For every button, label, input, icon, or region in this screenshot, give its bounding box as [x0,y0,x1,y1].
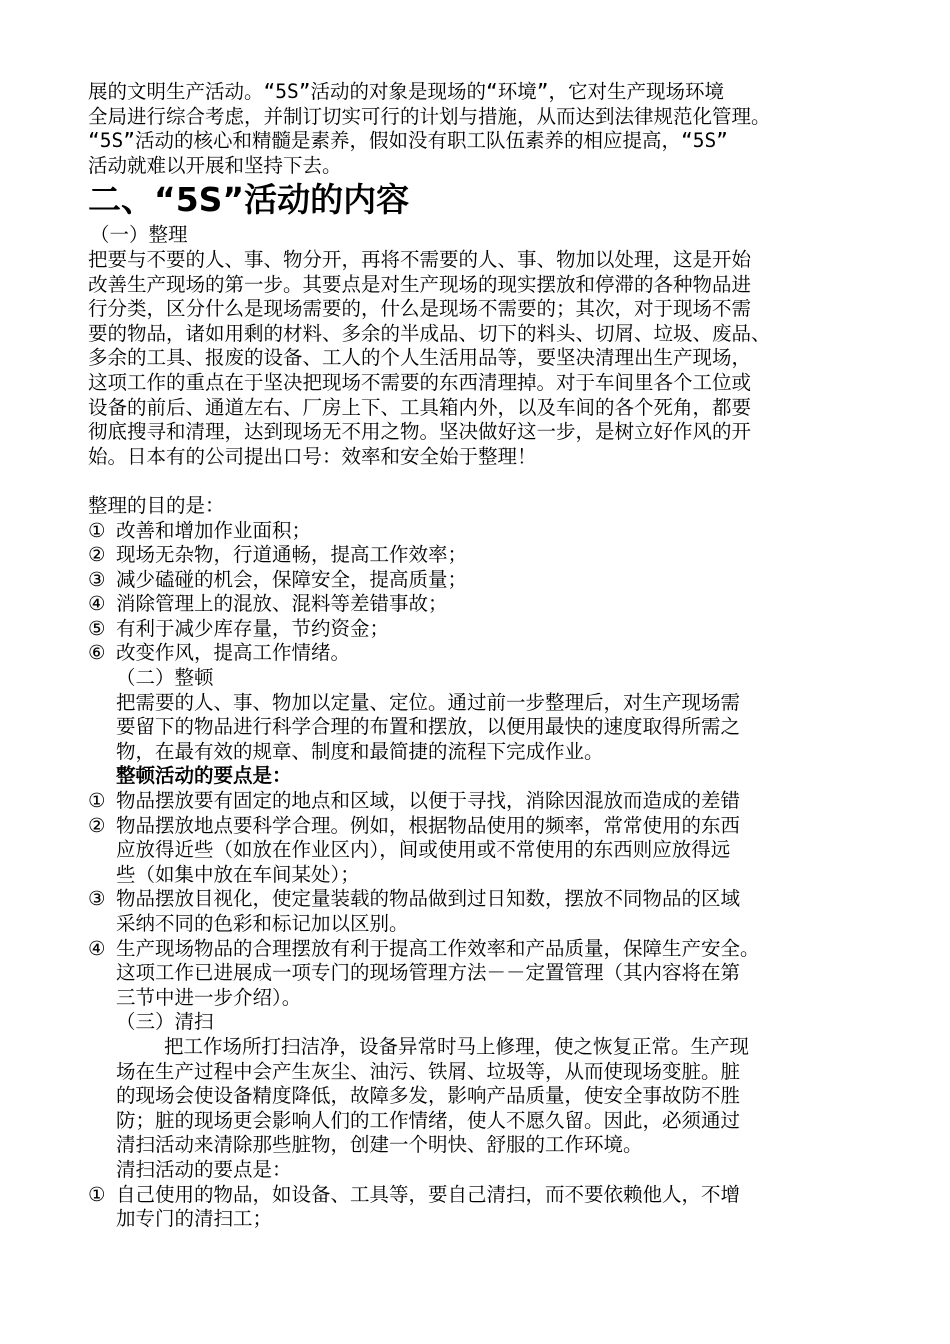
intro-line: 活动就难以开展和坚持下去。 [88,153,342,177]
list-item [88,617,878,642]
seiton-body [88,691,878,765]
body-line: 设备的前后、通道左右、厂房上下、工具箱内外，以及车间的各个死角，都要 [88,395,752,419]
list-item [88,789,878,814]
list-text: 应放得近些（如放在作业区内），间或使用或不常使用的东西则应放得远 [116,838,731,862]
list-text: 物品摆放要有固定的地点和区域，以便于寻找，消除因混放而造成的差错 [116,789,741,813]
document-page [88,80,878,1232]
list-number: ③ [88,887,106,911]
seiton-points-list [88,789,878,1010]
list-number: ③ [88,567,106,591]
list-text: 采纳不同的色彩和标记加以区别。 [116,912,409,935]
list-text: 这项工作已进展成一项专门的现场管理方法－－定置管理（其内容将在第 [116,961,741,985]
subsection-heading-seiri: （一）整理 [90,223,188,247]
purpose-list [88,519,878,667]
list-item [88,814,878,888]
intro-line: 展的文明生产活动。“5S”活动的对象是现场的“环境”，它对生产现场环境 [88,80,724,103]
body-line: 始。日本有的公司提出口号：效率和安全始于整理！ [88,444,537,468]
seiso-body [88,1035,878,1158]
body-line: 多余的工具、报废的设备、工人的个人生活用品等，要坚决清理出生产现场， [88,346,752,370]
list-number: ④ [88,592,106,616]
body-line: 行分类，区分什么是现场需要的，什么是现场不需要的；其次，对于现场不需 [88,297,752,321]
body-line: 物，在最有效的规章、制度和最简捷的流程下完成作业。 [116,739,604,763]
body-line: 改善生产现场的第一步。其要点是对生产现场的现实摆放和停滞的各种物品进 [88,272,752,296]
list-item [88,592,878,617]
list-text: 物品摆放地点要科学合理。例如，根据物品使用的频率，常常使用的东西 [116,813,741,837]
intro-line: 全局进行综合考虑，并制订切实可行的计划与措施，从而达到法律规范化管理。 [88,104,771,128]
seiri-body [88,248,878,469]
list-text: 自己使用的物品，如设备、工具等，要自己清扫，而不要依赖他人，不增 [116,1182,741,1206]
list-number: ④ [88,936,106,960]
list-item [88,1183,878,1232]
list-number: ① [88,1182,106,1206]
seiso-points-label: 清扫活动的要点是： [116,1157,292,1181]
list-number: ② [88,813,106,837]
subsection-heading-seiton: （二）整顿 [116,666,214,690]
list-text: 改善和增加作业面积； [116,518,312,542]
section-title: 二、“5S”活动的内容 [88,180,410,220]
list-number: ⑤ [88,616,106,640]
body-line: 把要与不要的人、事、物分开，再将不需要的人、事、物加以处理，这是开始 [88,247,752,271]
body-line: 要的物品，诸如用剩的材料、多余的半成品、切下的料头、切屑、垃圾、废品、 [88,321,771,345]
body-line: 把工作场所打扫洁净，设备异常时马上修理，使之恢复正常。生产现 [164,1034,750,1058]
list-text: 改变作风，提高工作情绪。 [116,641,351,665]
list-text: 现场无杂物，行道通畅，提高工作效率； [116,543,468,567]
subsection-heading-seiso: （三）清扫 [116,1010,214,1034]
body-line: 防；脏的现场更会影响人们的工作情绪，使人不愿久留。因此，必须通过 [116,1108,741,1132]
list-text: 物品摆放目视化，使定量装载的物品做到过日知数，摆放不同物品的区域 [116,887,741,911]
list-text: 生产现场物品的合理摆放有利于提高工作效率和产品质量，保障生产安全。 [116,936,760,960]
list-number: ① [88,789,106,813]
body-line: 这项工作的重点在于坚决把现场不需要的东西清理掉。对于车间里各个工位或 [88,370,752,394]
list-number: ① [88,518,106,542]
list-item [88,641,878,666]
body-line: 场在生产过程中会产生灰尘、油污、铁屑、垃圾等，从而使现场变脏。脏 [116,1059,741,1083]
list-number: ⑥ [88,641,106,665]
list-item [88,543,878,568]
blank-line [88,469,878,494]
list-item [88,887,878,936]
list-text: 三节中进一步介绍）。 [116,985,302,1009]
list-item [88,568,878,593]
body-line: 的现场会使设备精度降低，故障多发，影响产品质量，使安全事故防不胜 [116,1084,741,1108]
body-line: 彻底搜寻和清理，达到现场无不用之物。坚决做好这一步，是树立好作风的开 [88,420,752,444]
body-line: 要留下的物品进行科学合理的布置和摆放，以便用最快的速度取得所需之 [116,715,741,739]
body-line: 把需要的人、事、物加以定量、定位。通过前一步整理后，对生产现场需 [116,690,741,714]
seiton-points-label: 整顿活动的要点是： [116,764,292,788]
body-line: 清扫活动来清除那些脏物，创建一个明快、舒服的工作环境。 [116,1133,643,1157]
intro-paragraph [88,80,878,178]
list-text: 有利于减少库存量，节约资金； [116,616,390,640]
list-text: 消除管理上的混放、混料等差错事故； [116,592,448,616]
list-item [88,937,878,1011]
list-text: 些（如集中放在车间某处）； [116,862,360,886]
list-number: ② [88,543,106,567]
seiso-points-list [88,1183,878,1232]
list-text: 减少磕碰的机会，保障安全，提高质量； [116,567,468,591]
list-text: 加专门的清扫工； [116,1207,273,1231]
list-item [88,519,878,544]
purpose-label: 整理的目的是： [88,493,225,517]
intro-line: “5S”活动的核心和精髓是素养，假如没有职工队伍素养的相应提高，“5S” [88,129,728,153]
